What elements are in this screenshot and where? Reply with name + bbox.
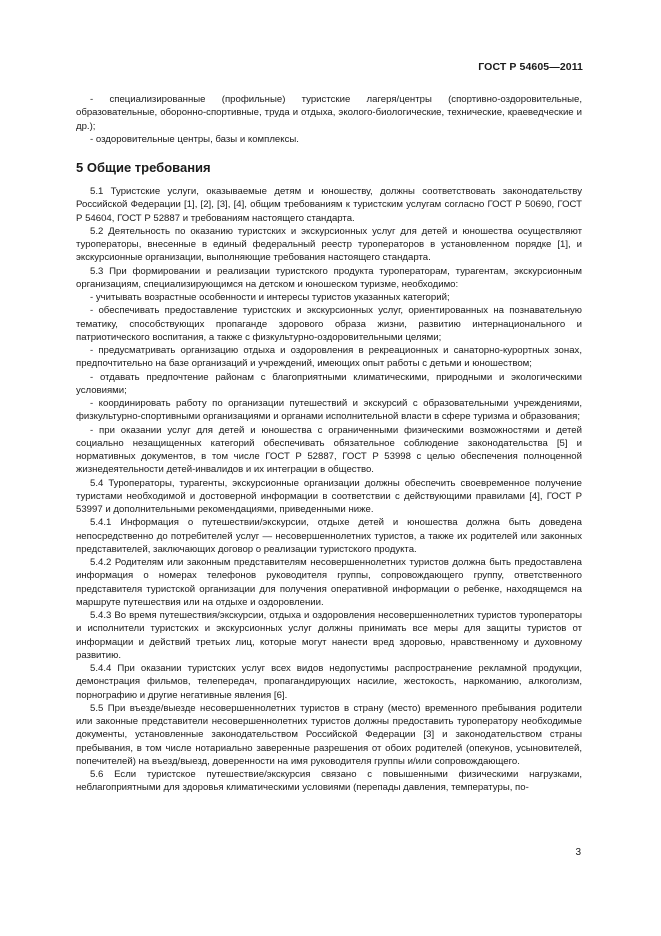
list-item-disabled-children: - при оказании услуг для детей и юношества с ограниченными физическими возможностями и детей социально незащищенных категорий обеспечивать обязательное соблюдение законодательства [5] и нормативных документов, в том числе ГОСТ Р 52887, ГОСТ Р 53998 с целью обеспечения полноценной жизнедеятельности детей-инвалидов и их интеграции в общество. — [76, 424, 582, 476]
paragraph-5-1: 5.1 Туристские услуги, оказываемые детям и юношеству, должны соответствовать законодательству Российской Федерации [1], [2], [3], [4], общим требованиям к туристским услугам согласно ГОСТ Р 50690, ГОСТ Р 54604, ГОСТ Р 52887 и требованиям настоящего стандарта. — [76, 186, 582, 224]
paragraph-5-4-4: 5.4.4 При оказании туристских услуг всех видов недопустимы распространение рекламной продукции, демонстрация фильмов, телепередач, пропагандирующих насилие, жестокость, наркоманию, алкоголизм, порнографию и другие негативные явления [6]. — [76, 663, 582, 701]
paragraph-5-3: 5.3 При формировании и реализации туристского продукта туроператорам, турагентам, экскурсионным организациям, специализирующимся на детском и юношеском туризме, необходимо: — [76, 265, 582, 290]
paragraph-5-4-1: 5.4.1 Информация о путешествии/экскурсии, отдыхе детей и юношества должна быть доведена непосредственно до потребителей услуг — несовершеннолетних туристов, а также их родителей или законных представителей, заключающих договор о реализации туристского продукта. — [76, 517, 582, 555]
list-item-camps: - специализированные (профильные) туристские лагеря/центры (спортивно-оздоровительные, образовательные, оборонно-спортивные, труда и отдыха, эколого-биологические, технические, краеведческие и др.); — [76, 94, 582, 132]
list-item-age-features: - учитывать возрастные особенности и интересы туристов указанных категорий; — [90, 292, 450, 303]
list-item-health-centers: - оздоровительные центры, базы и комплексы. — [90, 133, 299, 145]
section-heading — [76, 160, 582, 176]
list-item-provide-services: - обеспечивать предоставление туристских и экскурсионных услуг, ориентированных на познавательную тематику, способствующих пропаганде здорового образа жизни, развитию интернационального и патриотического воспитания, а также с физкультурно-оздоровительными целями; — [76, 305, 582, 343]
document-body — [76, 93, 582, 795]
paragraph-5-2: 5.2 Деятельность по оказанию туристских и экскурсионных услуг для детей и юношества осуществляют туроператоры, внесенные в единый федеральный реестр туроператоров в установленном порядке [1], и экскурсионные организации, выполняющие требования настоящего стандарта. — [76, 225, 582, 264]
page-number: 3 — [575, 847, 581, 858]
document-code-header: ГОСТ Р 54605—2011 — [478, 61, 583, 73]
list-item-coordinate: - координировать работу по организации путешествий и экскурсий с образовательными учреждениями, физкультурно-спортивными организациями и органами исполнительной власти в сфере туризма и образования; — [76, 398, 582, 423]
section-title: Общие требования — [86, 160, 211, 175]
paragraph-5-5: 5.5 При въезде/выезде несовершеннолетних туристов в страну (место) временного пребывания родители или законные представители несовершеннолетних туристов должны предоставить туроператору необходимые документы, установленные законодательством Российской Федерации [3] и законодательством страны пребывания, в том числе нотариально заверенные разрешения от обоих родителей (опекунов, усыновителей, попечителей) на въезд/выезд, доверенности на имя руководителя группы и/или сопровождающего. — [76, 702, 582, 767]
paragraph-5-4-3: 5.4.3 Во время путешествия/экскурсии, отдыха и оздоровления несовершеннолетних туристов туроператоры и исполнители туристских и экскурсионных услуг должны принимать все меры для защиты туристов от информации и действий третьих лиц, которые могут нанести вред здоровью, нравственному и духовному развитию. — [76, 610, 582, 661]
section-number: 5 — [76, 160, 84, 175]
paragraph-5-4-2: 5.4.2 Родителям или законным представителям несовершеннолетних туристов должна быть предоставлена информация о номерах телефонов руководителя группы, сопровождающего группу, ответственного представителя туристской организации для получения оперативной информации о ребенке, находящемся на маршруте путешествия или на отдыхе и оздоровлении. — [76, 557, 582, 608]
list-item-regions: - отдавать предпочтение районам с благоприятными климатическими, природными и экологическими условиями; — [76, 371, 582, 396]
paragraph-5-4: 5.4 Туроператоры, турагенты, экскурсионные организации должны обеспечить своевременное получение туристами необходимой и достоверной информации в соответствии с действующими правилами [4], ГОСТ Р 53997 и дополнительными рекомендациями, приведенными ниже. — [76, 477, 582, 515]
list-item-recreation: - предусматривать организацию отдыха и оздоровления в рекреационных и санаторно-курортных зонах, предпочтительно на базе организаций и учреждений, имеющих опыт работы с детьми и юношеством; — [76, 345, 582, 370]
paragraph-5-6: 5.6 Если туристское путешествие/экскурсия связано с повышенными физическими нагрузками, неблагоприятными для здоровья климатическими условиями (перепады давления, температуры, по- — [76, 769, 582, 794]
